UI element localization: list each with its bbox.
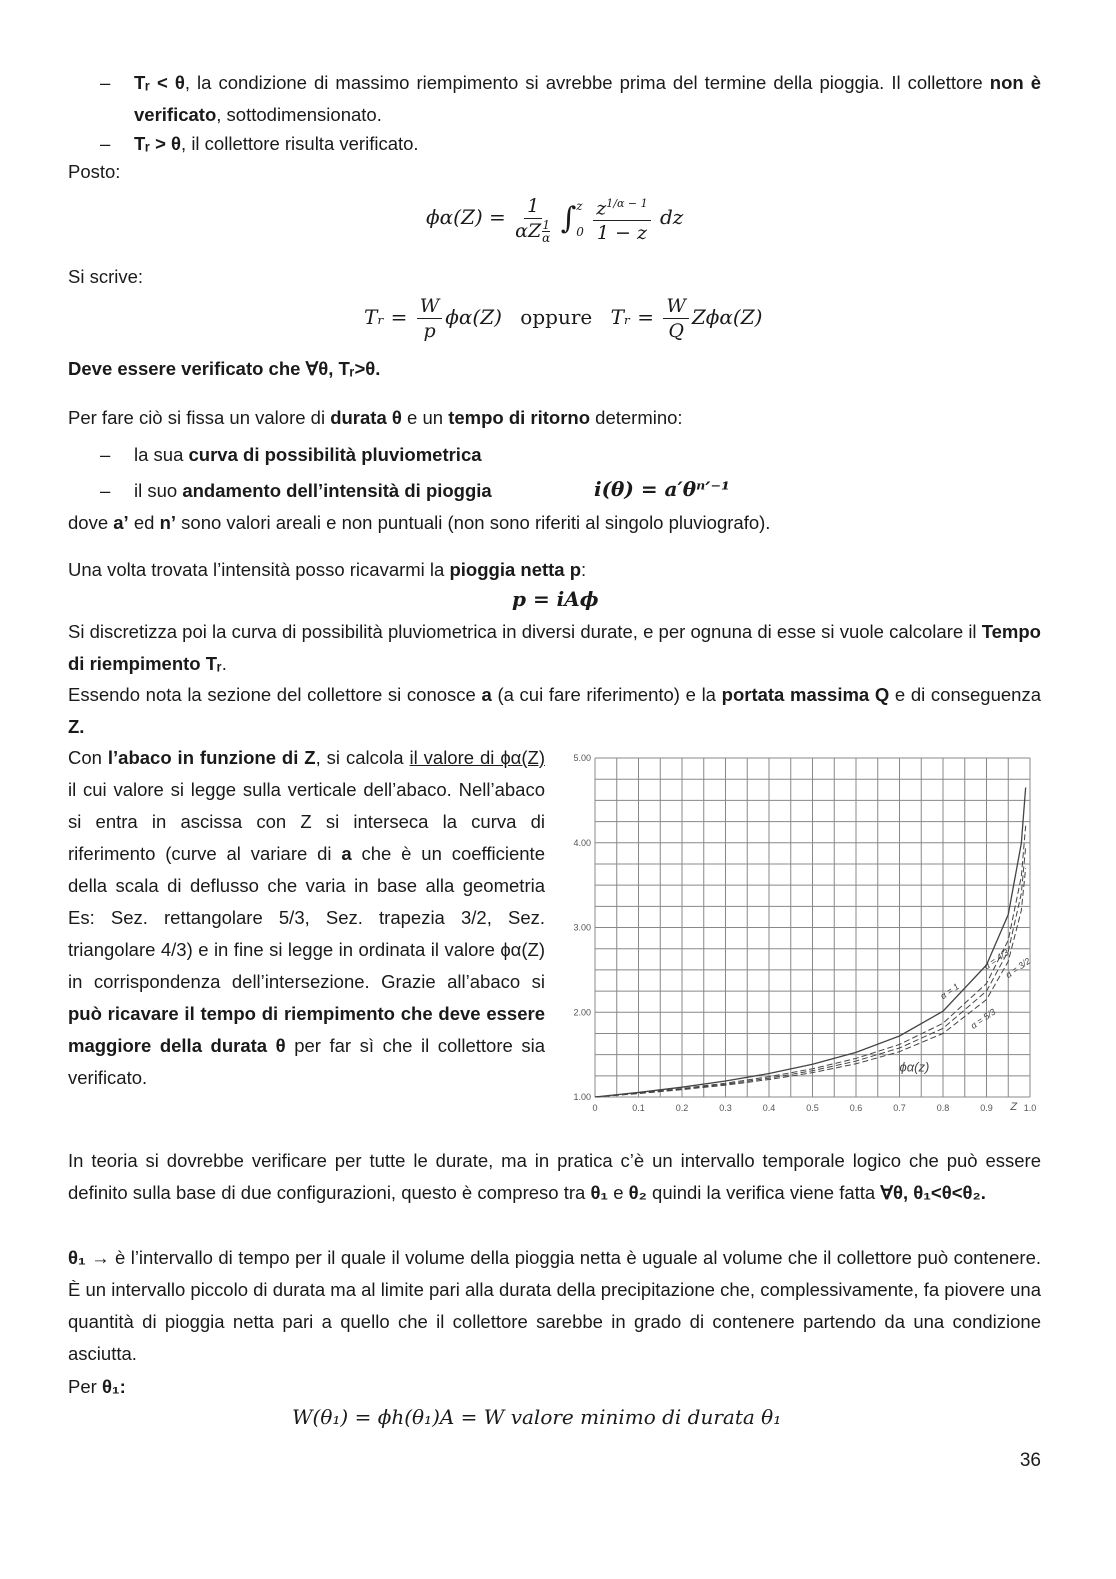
text-run: , il collettore risulta verificato.: [181, 133, 419, 154]
text-run: Z.: [68, 716, 85, 737]
denominator: αZ: [515, 219, 542, 242]
formula-tr: [364, 294, 762, 343]
text-run: , la condizione di massimo riempimento si avrebbe prima del termine della pioggia. Il collettore: [184, 72, 990, 93]
theta1-paragraph: [68, 1242, 1041, 1370]
text-run: che è un coefficiente della scala di deflusso che varia in base alla geometria Es: Sez. rettangolare 5/3, Sez. trapezia 3/2, Sez. triangolare 4/3) e in fine si legge in ordinata il valore ϕα(Z) in corrispondenza dell’intersezione. Grazie all’abaco si: [68, 843, 545, 992]
x-tick-label: 0.3: [719, 1103, 732, 1113]
series-label: α = 3/2: [1003, 955, 1033, 980]
text-run: a’: [113, 512, 129, 533]
per-fare-paragraph: [68, 402, 1041, 434]
series-line-2: [595, 847, 1026, 1097]
text-run: non è verificato: [134, 72, 1041, 125]
text-run: :: [581, 559, 587, 580]
inner-num: z: [596, 197, 607, 220]
text-run: Tempo di riempimento Tᵣ: [68, 621, 1041, 674]
frac-den: p: [423, 320, 436, 342]
discretizza-paragraph: [68, 616, 1041, 680]
series-line-3: [595, 868, 1026, 1097]
formula-intensity: i(θ) = a′θⁿ′⁻¹: [594, 477, 730, 501]
text-run: pioggia netta p: [449, 559, 582, 580]
inner-exp: 1/α − 1: [606, 197, 648, 210]
una-volta-paragraph: [68, 554, 1041, 586]
y-tick-label: 2.00: [573, 1007, 591, 1018]
bullet-tr-less: [134, 67, 1041, 131]
text-run: θ₂: [628, 1182, 647, 1203]
text-run: e un: [401, 407, 449, 428]
text-run: può ricavare il tempo di riempimento che deve essere maggiore della durata θ: [68, 1003, 545, 1056]
text-run: quindi la verifica viene fatta: [646, 1182, 881, 1203]
text-run: ed: [128, 512, 160, 533]
dove-paragraph: [68, 507, 1041, 539]
fraction: [515, 194, 551, 244]
series-label: α = 5/3: [968, 1006, 998, 1031]
exp-den: α: [542, 230, 551, 245]
chart-annotation: ϕα(z): [899, 1059, 930, 1075]
essendo-paragraph: [68, 679, 1041, 743]
series-line-1: [595, 826, 1026, 1097]
text-run: (a cui fare riferimento) e la: [491, 684, 722, 705]
formula-w: W(θ₁) = ϕh(θ₁)A = W valore minimo di durata θ₁: [292, 1405, 782, 1429]
text-run: .: [221, 653, 227, 674]
bullet-marker: –: [100, 133, 111, 154]
text-run: ∀θ, θ₁<θ<θ₂.: [880, 1182, 986, 1203]
frac-den: Q: [668, 320, 684, 342]
integral-lower: 0: [576, 224, 584, 239]
y-tick-label: 5.00: [573, 753, 591, 763]
abaco-chart: [565, 748, 1045, 1118]
dz: dz: [660, 205, 684, 230]
bullet-curva: [134, 439, 1041, 471]
series-line-0: [595, 787, 1026, 1097]
text-run: il valore di ϕα(Z): [409, 747, 545, 768]
text-run: Per fare ciò si fissa un valore di: [68, 407, 331, 428]
text-run: curva di possibilità pluviometrica: [188, 444, 482, 465]
x-tick-label: 0.7: [893, 1103, 906, 1113]
numerator: 1: [524, 194, 542, 219]
text-run: sono valori areali e non puntuali (non sono riferiti al singolo pluviografo).: [176, 512, 771, 533]
formula-lhs: ϕα(Z) =: [426, 205, 506, 230]
text-run: n’: [159, 512, 177, 533]
text-run: portata massima Q: [721, 684, 890, 705]
tr-rhs: Zϕα(Z): [691, 305, 763, 329]
x-tick-label: 1.0: [1023, 1103, 1037, 1113]
exp-num: 1: [542, 217, 551, 232]
x-tick-label: 0.1: [632, 1103, 645, 1113]
text-run: θ₁:: [101, 1376, 126, 1397]
x-tick-label: 0.6: [849, 1103, 863, 1113]
text-run: Con: [68, 747, 108, 768]
page-number: 36: [1019, 1450, 1041, 1471]
abaco-paragraph: [68, 742, 545, 1094]
tr-lhs: Tᵣ =: [610, 305, 654, 329]
inner-den: 1 − z: [596, 222, 648, 245]
text-run: a: [341, 843, 352, 864]
text-run: andamento dell’intensità di pioggia: [182, 480, 492, 501]
bullet-marker: –: [100, 480, 111, 501]
text-run: determino:: [590, 407, 683, 428]
frac-num: W: [663, 294, 689, 319]
text-run: per far sì che il collettore sia verificato.: [68, 1035, 545, 1088]
text-run: θ₁: [590, 1182, 609, 1203]
per-theta1-label: [68, 1371, 1041, 1403]
formula-p: p = iAϕ: [512, 587, 599, 611]
text-run: Essendo nota la sezione del collettore si conosce: [68, 684, 482, 705]
text-run: durata θ: [330, 407, 402, 428]
series-label: α = 1: [938, 981, 961, 1002]
bullet-marker: –: [100, 444, 111, 465]
text-run: , si calcola: [315, 747, 410, 768]
integral-sign: ∫: [560, 201, 577, 237]
x-tick-label: 0.8: [936, 1103, 950, 1113]
formula-phi: [426, 192, 683, 245]
text-run: l’abaco in funzione di Z: [107, 747, 316, 768]
text-run: , sottodimensionato.: [216, 104, 382, 125]
inner-fraction: [593, 192, 650, 245]
x-tick-label: 0.5: [806, 1103, 819, 1113]
text-run: e: [608, 1182, 629, 1203]
y-tick-label: 3.00: [573, 922, 591, 933]
y-tick-label: 1.00: [573, 1092, 591, 1102]
text-run: In teoria si dovrebbe verificare per tutte le durate, ma in pratica c’è un intervallo temporale logico che può essere definito sulla base di due configurazioni, questo è compreso tra: [68, 1150, 1041, 1203]
bullet-intensita: [134, 475, 1041, 507]
text-run: Per: [68, 1376, 102, 1397]
x-tick-label: 0.4: [762, 1103, 776, 1113]
text-run: a: [481, 684, 492, 705]
text-run: Tᵣ > θ: [134, 133, 182, 154]
si-scrive-label: Si scrive:: [68, 266, 144, 287]
text-run: dove: [68, 512, 114, 533]
x-axis-label: Z: [1010, 1101, 1018, 1113]
x-tick-label: 0: [592, 1103, 598, 1113]
x-tick-label: 0.9: [980, 1103, 993, 1113]
integral-upper: z: [576, 198, 583, 213]
text-run: la sua: [134, 444, 189, 465]
text-run: Tᵣ < θ: [134, 72, 185, 93]
text-run: θ₁ →: [68, 1247, 110, 1268]
text-run: Una volta trovata l’intensità posso ricavarmi la: [68, 559, 450, 580]
frac-num: W: [417, 294, 443, 319]
x-tick-label: 0.2: [675, 1103, 689, 1113]
y-tick-label: 4.00: [573, 837, 591, 848]
text-run: è l’intervallo di tempo per il quale il volume della pioggia netta è uguale al volume che il collettore può contenere. È un intervallo piccolo di durata ma al limite pari alla durata della precipitazione che, complessivamente, fa piovere una quantità di pioggia netta pari a quello che il collettore sarebbe in grado di contenere partendo da una condizione asciutta.: [68, 1247, 1041, 1364]
text-run: Si discretizza poi la curva di possibilità pluviometrica in diversi durate, e per ognuna di esse si vuole calcolare il: [68, 621, 982, 642]
text-run: il cui valore si legge sulla verticale dell’abaco. Nell’abaco si entra in ascissa con Z si interseca la curva di riferimento (curve al variare di: [68, 779, 545, 864]
tr-lhs: Tᵣ =: [364, 305, 408, 329]
posto-label: Posto:: [68, 161, 121, 182]
text-run: tempo di ritorno: [448, 407, 591, 428]
series-label: α = 4/3: [981, 947, 1011, 972]
tr-rhs: ϕα(Z): [445, 305, 502, 329]
oppure: oppure: [520, 305, 593, 329]
in-teoria-paragraph: [68, 1145, 1041, 1209]
text-run: il suo: [134, 480, 183, 501]
deve-statement: Deve essere verificato che ∀θ, Tᵣ>θ.: [68, 358, 381, 379]
text-run: e di conseguenza: [889, 684, 1041, 705]
bullet-marker: –: [100, 72, 111, 93]
